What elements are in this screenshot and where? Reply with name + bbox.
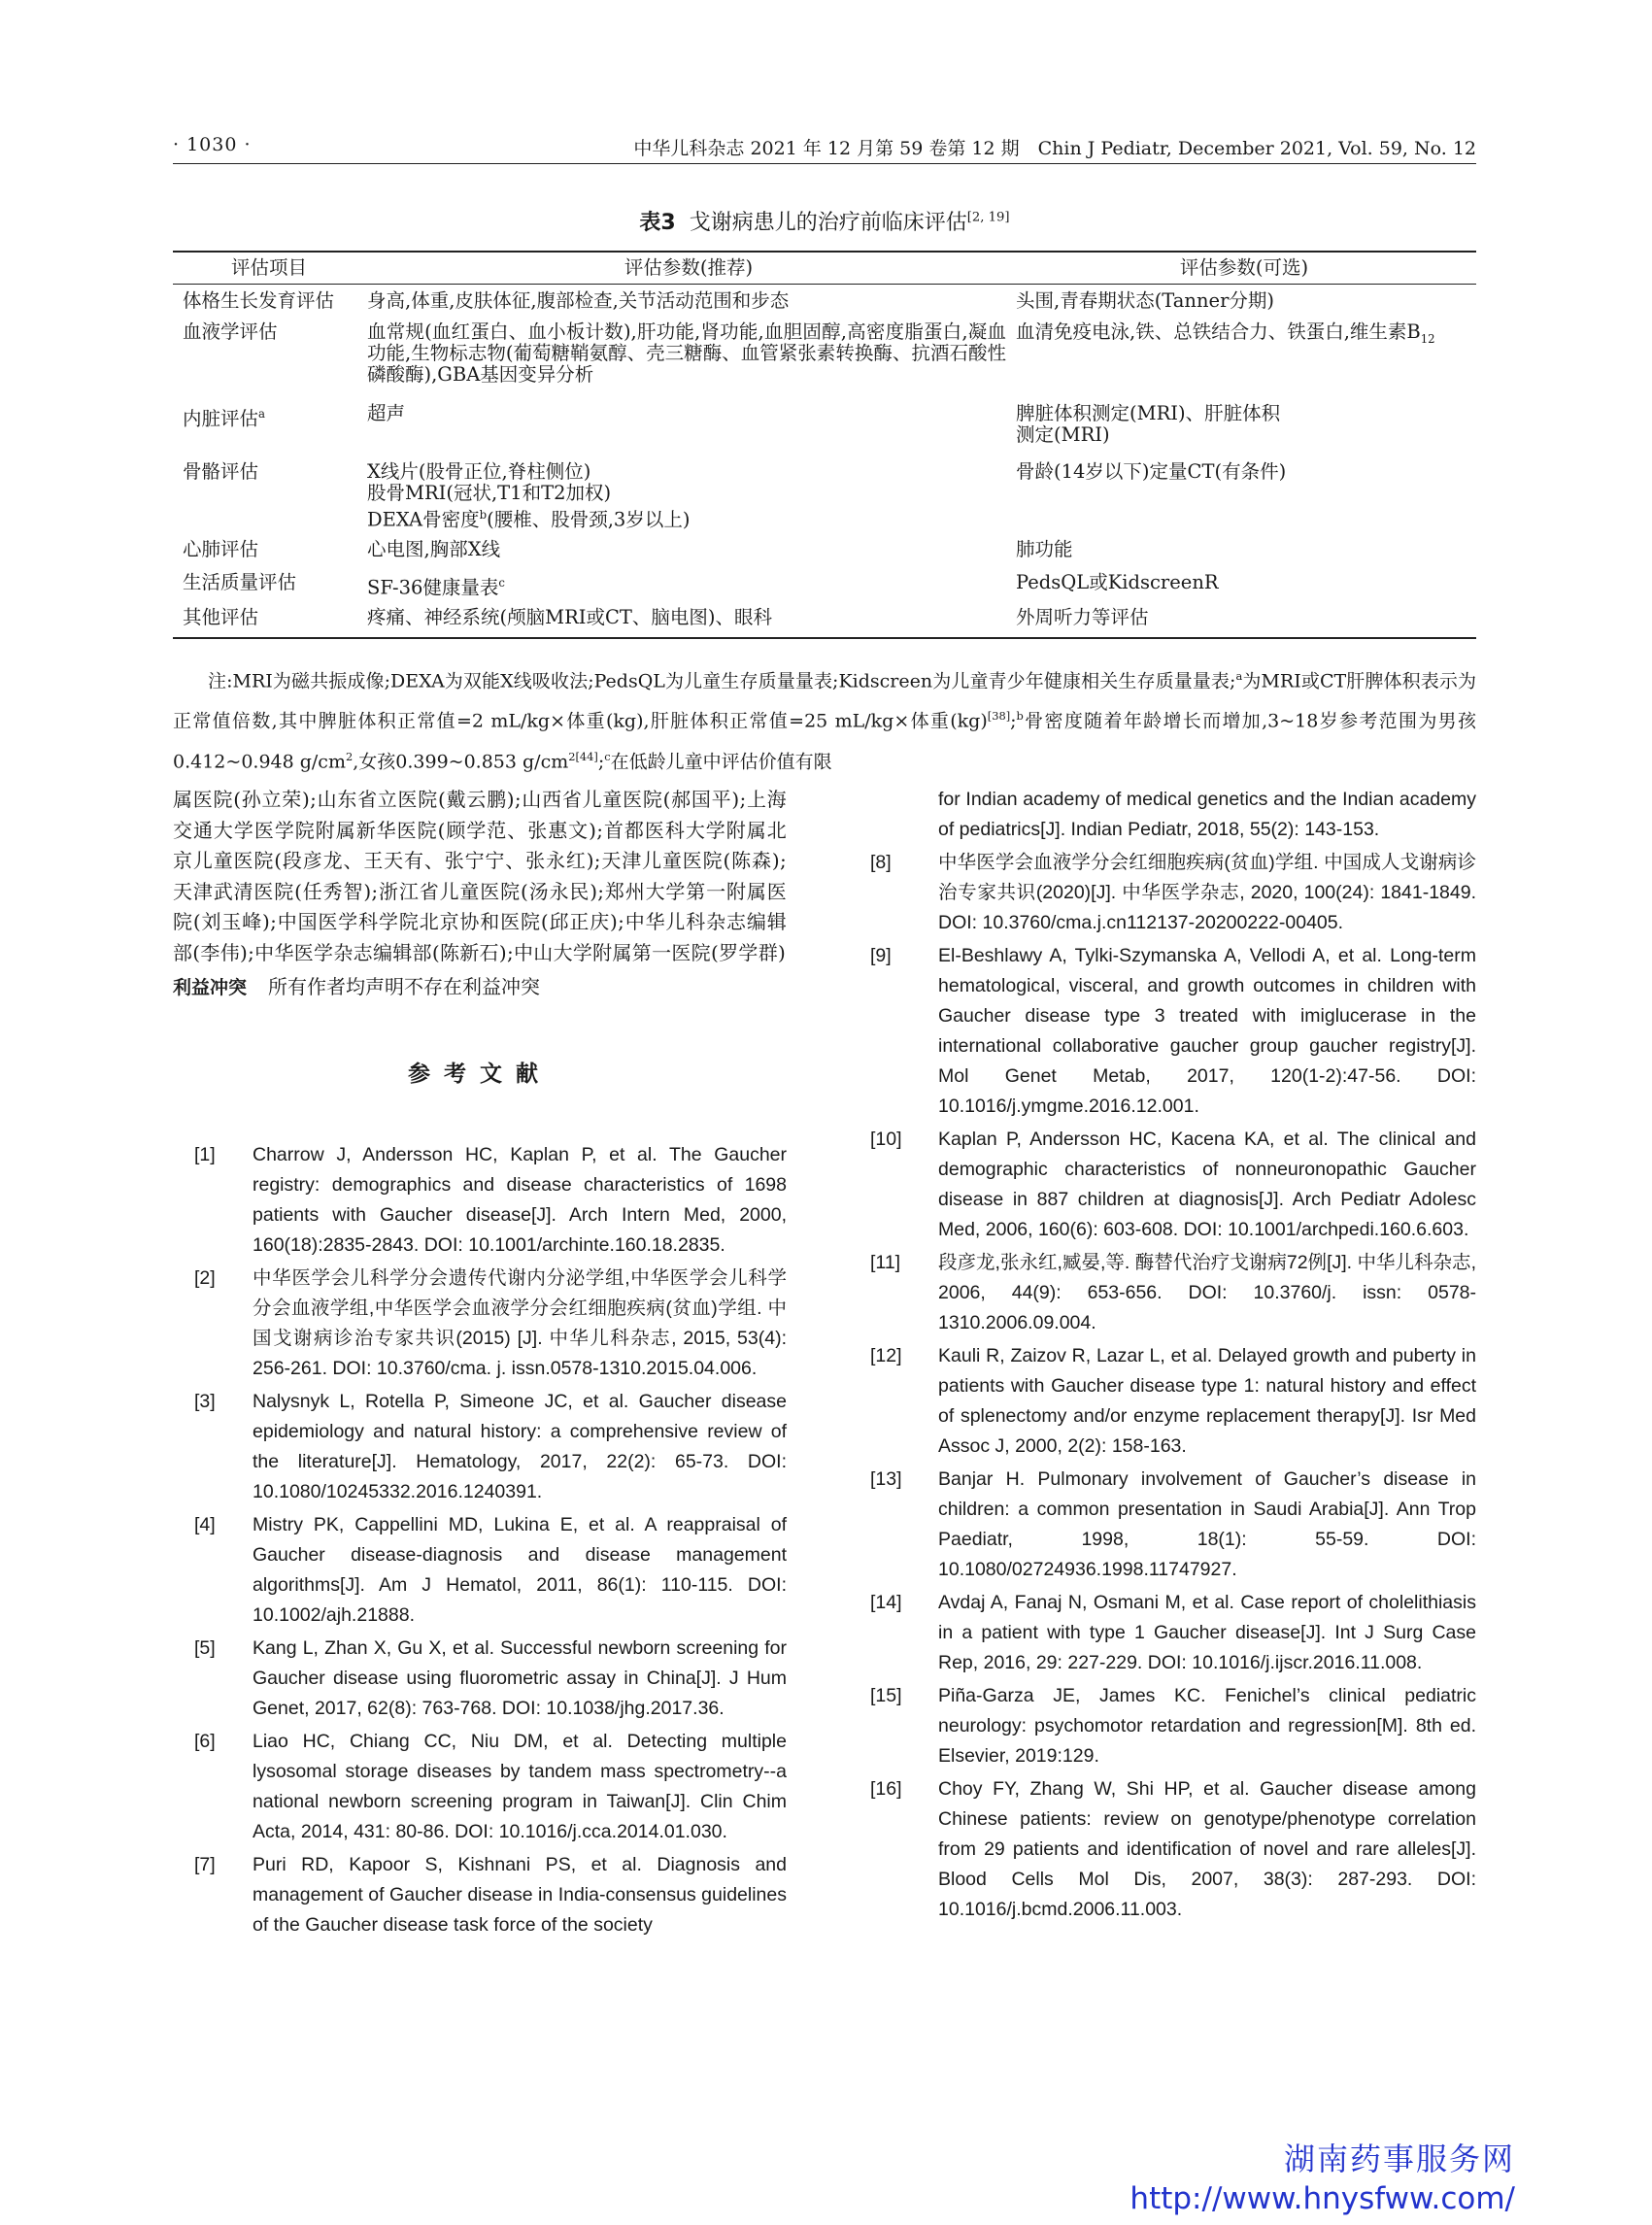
reference-item: [2] 中华医学会儿科学分会遗传代谢内分泌学组,中华医学会儿科学分会血液学组,中华医学会血液学分会红细胞疾病(贫血)学组. 中国戈谢病诊治专家共识(2015) [J]. 中华儿科杂志, 2015, 53(4): 256-261. DOI: 10.3760/cma. j. issn.0578-1310.2015.04.006. xyxy=(194,1267,787,1379)
watermark xyxy=(1127,2135,1515,2216)
row-item: 骨骼评估 xyxy=(183,459,259,483)
row-recommended: 血常规(血红蛋白、血小板计数),肝功能,肾功能,血胆固醇,高密度脂蛋白,凝血功能,生物标志物(葡萄糖鞘氨醇、壳三糖酶、血管紧张素转换酶、抗酒石酸性磷酸酶),GBA基因变异分析 xyxy=(367,320,1006,386)
clinical-assessment-table xyxy=(173,251,1476,639)
table-row xyxy=(173,318,1476,397)
table-footnote: 注:MRI为磁共振成像;DEXA为双能X线吸收法;PedsQL为儿童生存质量量表;Kidscreen为儿童青少年健康相关生存质量量表;$^a$为MRI或CT肝脾体积表示为正常值倍数,其中脾脏体积正常值=2 mL/kg×体重(kg),肝脏体积正常值=25 mL/kg×体重(kg)[38];$^b$骨密度随着年龄增长而增加,3~18岁参考范围为男孩0.412~0.948 $g/cm^2$,女孩0.399~0.853 $g/cm^{2[44]};^c$在低龄儿童中评估价值有限 xyxy=(173,669,1476,772)
table-row xyxy=(173,564,1476,601)
row-recommended: SF-36健康量表$^c$ xyxy=(367,575,505,598)
table-row xyxy=(173,601,1476,638)
reference-item: [7] Puri RD, Kapoor S, Kishnani PS, et al. Diagnosis and management of Gaucher disease in India-consensus guidelines of the Gaucher disease task force of the society xyxy=(194,1854,787,1936)
header-recommended: 评估参数(推荐) xyxy=(365,252,1012,285)
reference-item: [15] Piña-Garza JE, James KC. Fenichel’s clinical pediatric neurology: psychomotor retardation and regression[M]. 8th ed. Elsevier, 2019:129. xyxy=(870,1685,1476,1767)
row-optional: 脾脏体积测定(MRI)、肝脏体积 测定(MRI) xyxy=(1016,401,1281,446)
row-optional: 肺功能 xyxy=(1016,537,1073,560)
reference-item: [11] 段彦龙,张永红,臧晏,等. 酶替代治疗戈谢病72例[J]. 中华儿科杂志, 2006, 44(9): 653-656. DOI: 10.3760/j. issn: 0578-1310.2006.09.004. xyxy=(870,1252,1476,1333)
row-recommended: 疼痛、神经系统(颅脑MRI或CT、脑电图)、眼科 xyxy=(365,601,1012,638)
row-optional: PedsQL或KidscreenR xyxy=(1016,570,1219,593)
reference-item: [10] Kaplan P, Andersson HC, Kacena KA, et al. The clinical and demographic characteristics of nonneuronopathic Gaucher disease in 887 children at diagnosis[J]. Arch Pediatr Adolesc Med, 2006, 160(6): 603-608. DOI: 10.1001/archpedi.160.6.603. xyxy=(870,1129,1476,1240)
row-item: 心肺评估 xyxy=(183,537,259,560)
reference-item: [6] Liao HC, Chiang CC, Niu DM, et al. Detecting multiple lysosomal storage diseases by tandem mass spectrometry--a national newborn screening program in Taiwan[J]. Clin Chim Acta, 2014, 431: 80-86. DOI: 10.1016/j.cca.2014.01.030. xyxy=(194,1731,787,1842)
reference-item: [4] Mistry PK, Cappellini MD, Lukina E, et al. A reappraisal of Gaucher disease-diagnosis and disease management algorithms[J]. Am J Hematol, 2011, 86(1): 110-115. DOI: 10.1002/ajh.21888. xyxy=(194,1514,787,1626)
conflict-of-interest xyxy=(173,972,787,1003)
table-label: 表3 xyxy=(639,211,676,235)
table-row xyxy=(173,535,1476,564)
table-citation: [2, 19] xyxy=(966,210,1010,225)
header-optional: 评估参数(可选) xyxy=(1012,252,1476,285)
row-optional: 头围,青春期状态(Tanner分期) xyxy=(1016,289,1275,312)
reference-list-left xyxy=(173,1140,787,1940)
row-recommended: 心电图,胸部X线 xyxy=(367,537,501,560)
reference-item: [1] Charrow J, Andersson HC, Kaplan P, et al. The Gaucher registry: demographics and disease characteristics of 1698 patients with Gaucher disease[J]. Arch Intern Med, 2000, 160(18):2835-2843. DOI: 10.1001/archinte.160.18.2835. xyxy=(194,1144,787,1256)
right-column xyxy=(870,785,1476,1928)
conflict-label: 利益冲突 xyxy=(173,977,248,998)
row-item: 体格生长发育评估 xyxy=(183,289,335,312)
header-item: 评估项目 xyxy=(173,252,365,285)
row-item: 内脏评估$^a$ xyxy=(183,406,265,429)
reference-item: [8] 中华医学会血液学分会红细胞疾病(贫血)学组. 中国成人戈谢病诊治专家共识(2020)[J]. 中华医学杂志, 2020, 100(24): 1841-1849. DOI: 10.3760/cma.j.cn112137-20200222-00405. xyxy=(870,852,1476,933)
row-optional: 骨龄(14岁以下)定量CT(有条件) xyxy=(1016,459,1287,483)
row-optional: 血清免疫电泳,铁、总铁结合力、铁蛋白,维生素$B_{12}$ xyxy=(1016,320,1435,346)
table-header-row xyxy=(173,252,1476,285)
reference-item: [12] Kauli R, Zaizov R, Lazar L, et al. Delayed growth and puberty in patients with Gaucher disease type 1: natural history and effect of splenectomy and/or enzyme replacement therapy[J]. Isr Med Assoc J, 2000, 2(2): 158-163. xyxy=(870,1345,1476,1457)
row-item: 血液学评估 xyxy=(183,320,278,343)
reference-item-continued: for Indian academy of medical genetics and the Indian academy of pediatrics[J]. Indian Pediatr, 2018, 55(2): 143-153. xyxy=(938,789,1476,840)
page-header xyxy=(173,134,1476,164)
table-row xyxy=(173,397,1476,455)
row-recommended: X线片(股骨正位,脊柱侧位) 股骨MRI(冠状,T1和T2加权) DEXA骨密度$^b$(腰椎、股骨颈,3岁以上) xyxy=(367,459,691,530)
row-item: 生活质量评估 xyxy=(183,570,297,593)
reference-item: [16] Choy FY, Zhang W, Shi HP, et al. Gaucher disease among Chinese patients: review on genotype/phenotype correlation from 29 patients and identification of novel and rare alleles[J]. Blood Cells Mol Dis, 2007, 38(3): 287-293. DOI: 10.1016/j.bcmd.2006.11.003. xyxy=(870,1778,1476,1920)
affiliations: 属医院(孙立荣);山东省立医院(戴云鹏);山西省儿童医院(郝国平);上海交通大学医学院附属新华医院(顾学范、张惠文);首都医科大学附属北京儿童医院(段彦龙、王天有、张宁宁、张永红);天津儿童医院(陈森);天津武清医院(任秀智);浙江省儿童医院(汤永民);郑州大学第一附属医院(刘玉峰);中国医学科学院北京协和医院(邱正庆);中华儿科杂志编辑部(李伟);中华医学杂志编辑部(陈新石);中山大学附属第一医院(罗学群) xyxy=(173,788,787,964)
left-column xyxy=(173,785,787,1943)
watermark-url[interactable]: http://www.hnysfww.com/ xyxy=(1129,2181,1515,2216)
row-optional: 外周听力等评估 xyxy=(1012,601,1476,638)
page-number: · 1030 · xyxy=(173,134,252,155)
reference-item: [13] Banjar H. Pulmonary involvement of Gaucher’s disease in children: a common presentation in Saudi Arabia[J]. Ann Trop Paediatr, 1998, 18(1): 55-59. DOI: 10.1080/02724936.1998.11747927. xyxy=(870,1468,1476,1580)
row-recommended: 身高,体重,皮肤体征,腹部检查,关节活动范围和步态 xyxy=(367,289,790,312)
table-caption: 戈谢病患儿的治疗前临床评估 xyxy=(689,211,967,235)
table-row xyxy=(173,285,1476,318)
reference-item: [14] Avdaj A, Fanaj N, Osmani M, et al. Case report of cholelithiasis in a patient with type 1 Gaucher disease[J]. Int J Surg Case Rep, 2016, 29: 227-229. DOI: 10.1016/j.ijscr.2016.11.008. xyxy=(870,1592,1476,1673)
reference-item: [9] El-Beshlawy A, Tylki-Szymanska A, Vellodi A, et al. Long-term hematological, visceral, and growth outcomes in children with Gaucher disease type 3 treated with imiglucerase in the international collaborative gaucher group gaucher registry[J]. Mol Genet Metab, 2017, 120(1-2):47-56. DOI: 10.1016/j.ymgme.2016.12.001. xyxy=(870,945,1476,1117)
table-title xyxy=(173,206,1476,236)
references-heading: 参考文献 xyxy=(408,1062,552,1087)
table-row xyxy=(173,455,1476,535)
reference-item: [5] Kang L, Zhan X, Gu X, et al. Successful newborn screening for Gaucher disease using fluorometric assay in China[J]. J Hum Genet, 2017, 62(8): 763-768. DOI: 10.1038/jhg.2017.36. xyxy=(194,1637,787,1719)
watermark-name: 湖南药事服务网 xyxy=(1283,2141,1515,2177)
conflict-text: 所有作者均声明不存在利益冲突 xyxy=(268,975,541,998)
journal-citation: 中华儿科杂志 2021 年 12 月第 59 卷第 12 期 Chin J Pediatr, December 2021, Vol. 59, No. 12 xyxy=(633,138,1476,159)
reference-item: [3] Nalysnyk L, Rotella P, Simeone JC, et al. Gaucher disease epidemiology and natural history: a comprehensive review of the literature[J]. Hematology, 2017, 22(2): 65-73. DOI: 10.1080/10245332.2016.1240391. xyxy=(194,1391,787,1502)
row-recommended: 超声 xyxy=(367,401,406,424)
row-item: 其他评估 xyxy=(173,601,365,638)
